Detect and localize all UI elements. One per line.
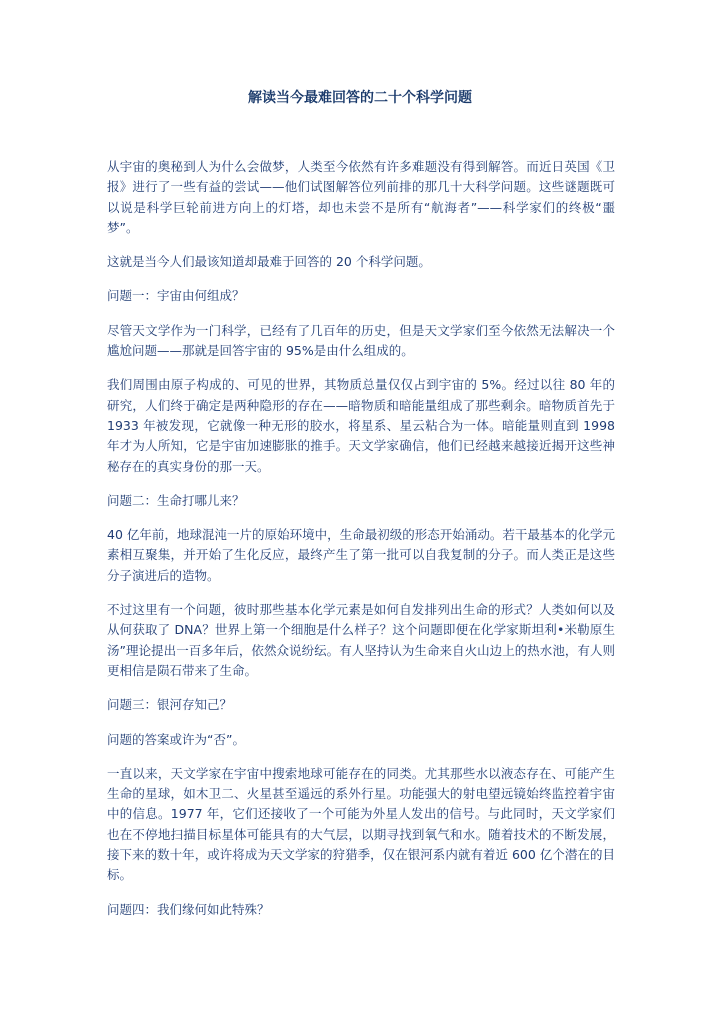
intro-paragraph: 从宇宙的奥秘到人为什么会做梦，人类至今依然有许多难题没有得到解答。而近日英国《卫报》进行了一些有益的尝试——他们试图解答位列前排的那几十大科学问题。这些谜题既可以说是科学巨轮前进方向上的灯塔，却也未尝不是所有“航海者”——科学家们的终极“噩梦”。 bbox=[107, 159, 615, 235]
body-paragraph: 问题的答案或许为“否”。 bbox=[107, 731, 245, 747]
body-paragraph: 40 亿年前，地球混沌一片的原始环境中，生命最初级的形态开始涌动。若干最基本的化学元素相互聚集，并开始了生化反应，最终产生了第一批可以自我复制的分子。而人类正是这些分子演进后的造物。 bbox=[107, 527, 615, 583]
question-heading-2: 问题二：生命打哪儿来？ bbox=[107, 492, 245, 508]
question-heading-1: 问题一：宇宙由何组成？ bbox=[107, 288, 245, 304]
question-heading-3: 问题三：银河存知己？ bbox=[107, 697, 233, 713]
body-paragraph: 不过这里有一个问题，彼时那些基本化学元素是如何自发排列出生命的形式？人类如何以及从何获取了 DNA？世界上第一个细胞是什么样子？这个问题即便在化学家斯坦利•米勒原生汤”理论提出一百多年后，依然众说纷纭。有人坚持认为生命来自火山边上的热水池，有人则更相信是陨石带来了生命。 bbox=[107, 602, 615, 678]
question-heading-4: 问题四：我们缘何如此特殊？ bbox=[107, 901, 270, 917]
body-paragraph: 我们周围由原子构成的、可见的世界，其物质总量仅仅占到宇宙的 5%。经过以往 80 年的研究，人们终于确定是两种隐形的存在——暗物质和暗能量组成了那些剩余。暗物质首先于 1933 年被发现，它就像一种无形的胶水，将星系、星云粘合为一体。暗能量则直到 1998 年才为人所知，它是宇宙加速膨胀的推手。天文学家确信，他们已经越来越接近揭开这些神秘存在的真实身份的那一天。 bbox=[107, 377, 615, 474]
body-paragraph: 一直以来，天文学家在宇宙中搜索地球可能存在的同类。尤其那些水以液态存在、可能产生生命的星球，如木卫二、火星甚至遥远的系外行星。功能强大的射电望远镜始终监控着宇宙中的信息。1977 年，它们还接收了一个可能为外星人发出的信号。与此同时，天文学家们也在不停地扫描目标星体可能具有的大气层，以期寻找到氧气和水。随着技术的不断发展，接下来的数十年，或许将成为天文学家的狩猎季，仅在银河系内就有着近 600 亿个潜在的目标。 bbox=[107, 765, 615, 883]
body-paragraph: 尽管天文学作为一门科学，已经有了几百年的历史，但是天文学家们至今依然无法解决一个尴尬问题——那就是回答宇宙的 95%是由什么组成的。 bbox=[107, 322, 615, 359]
intro-summary: 这就是当今人们最该知道却最难于回答的 20 个科学问题。 bbox=[107, 254, 431, 270]
document-title: 解读当今最难回答的二十个科学问题 bbox=[248, 90, 472, 106]
document-body bbox=[107, 157, 615, 934]
